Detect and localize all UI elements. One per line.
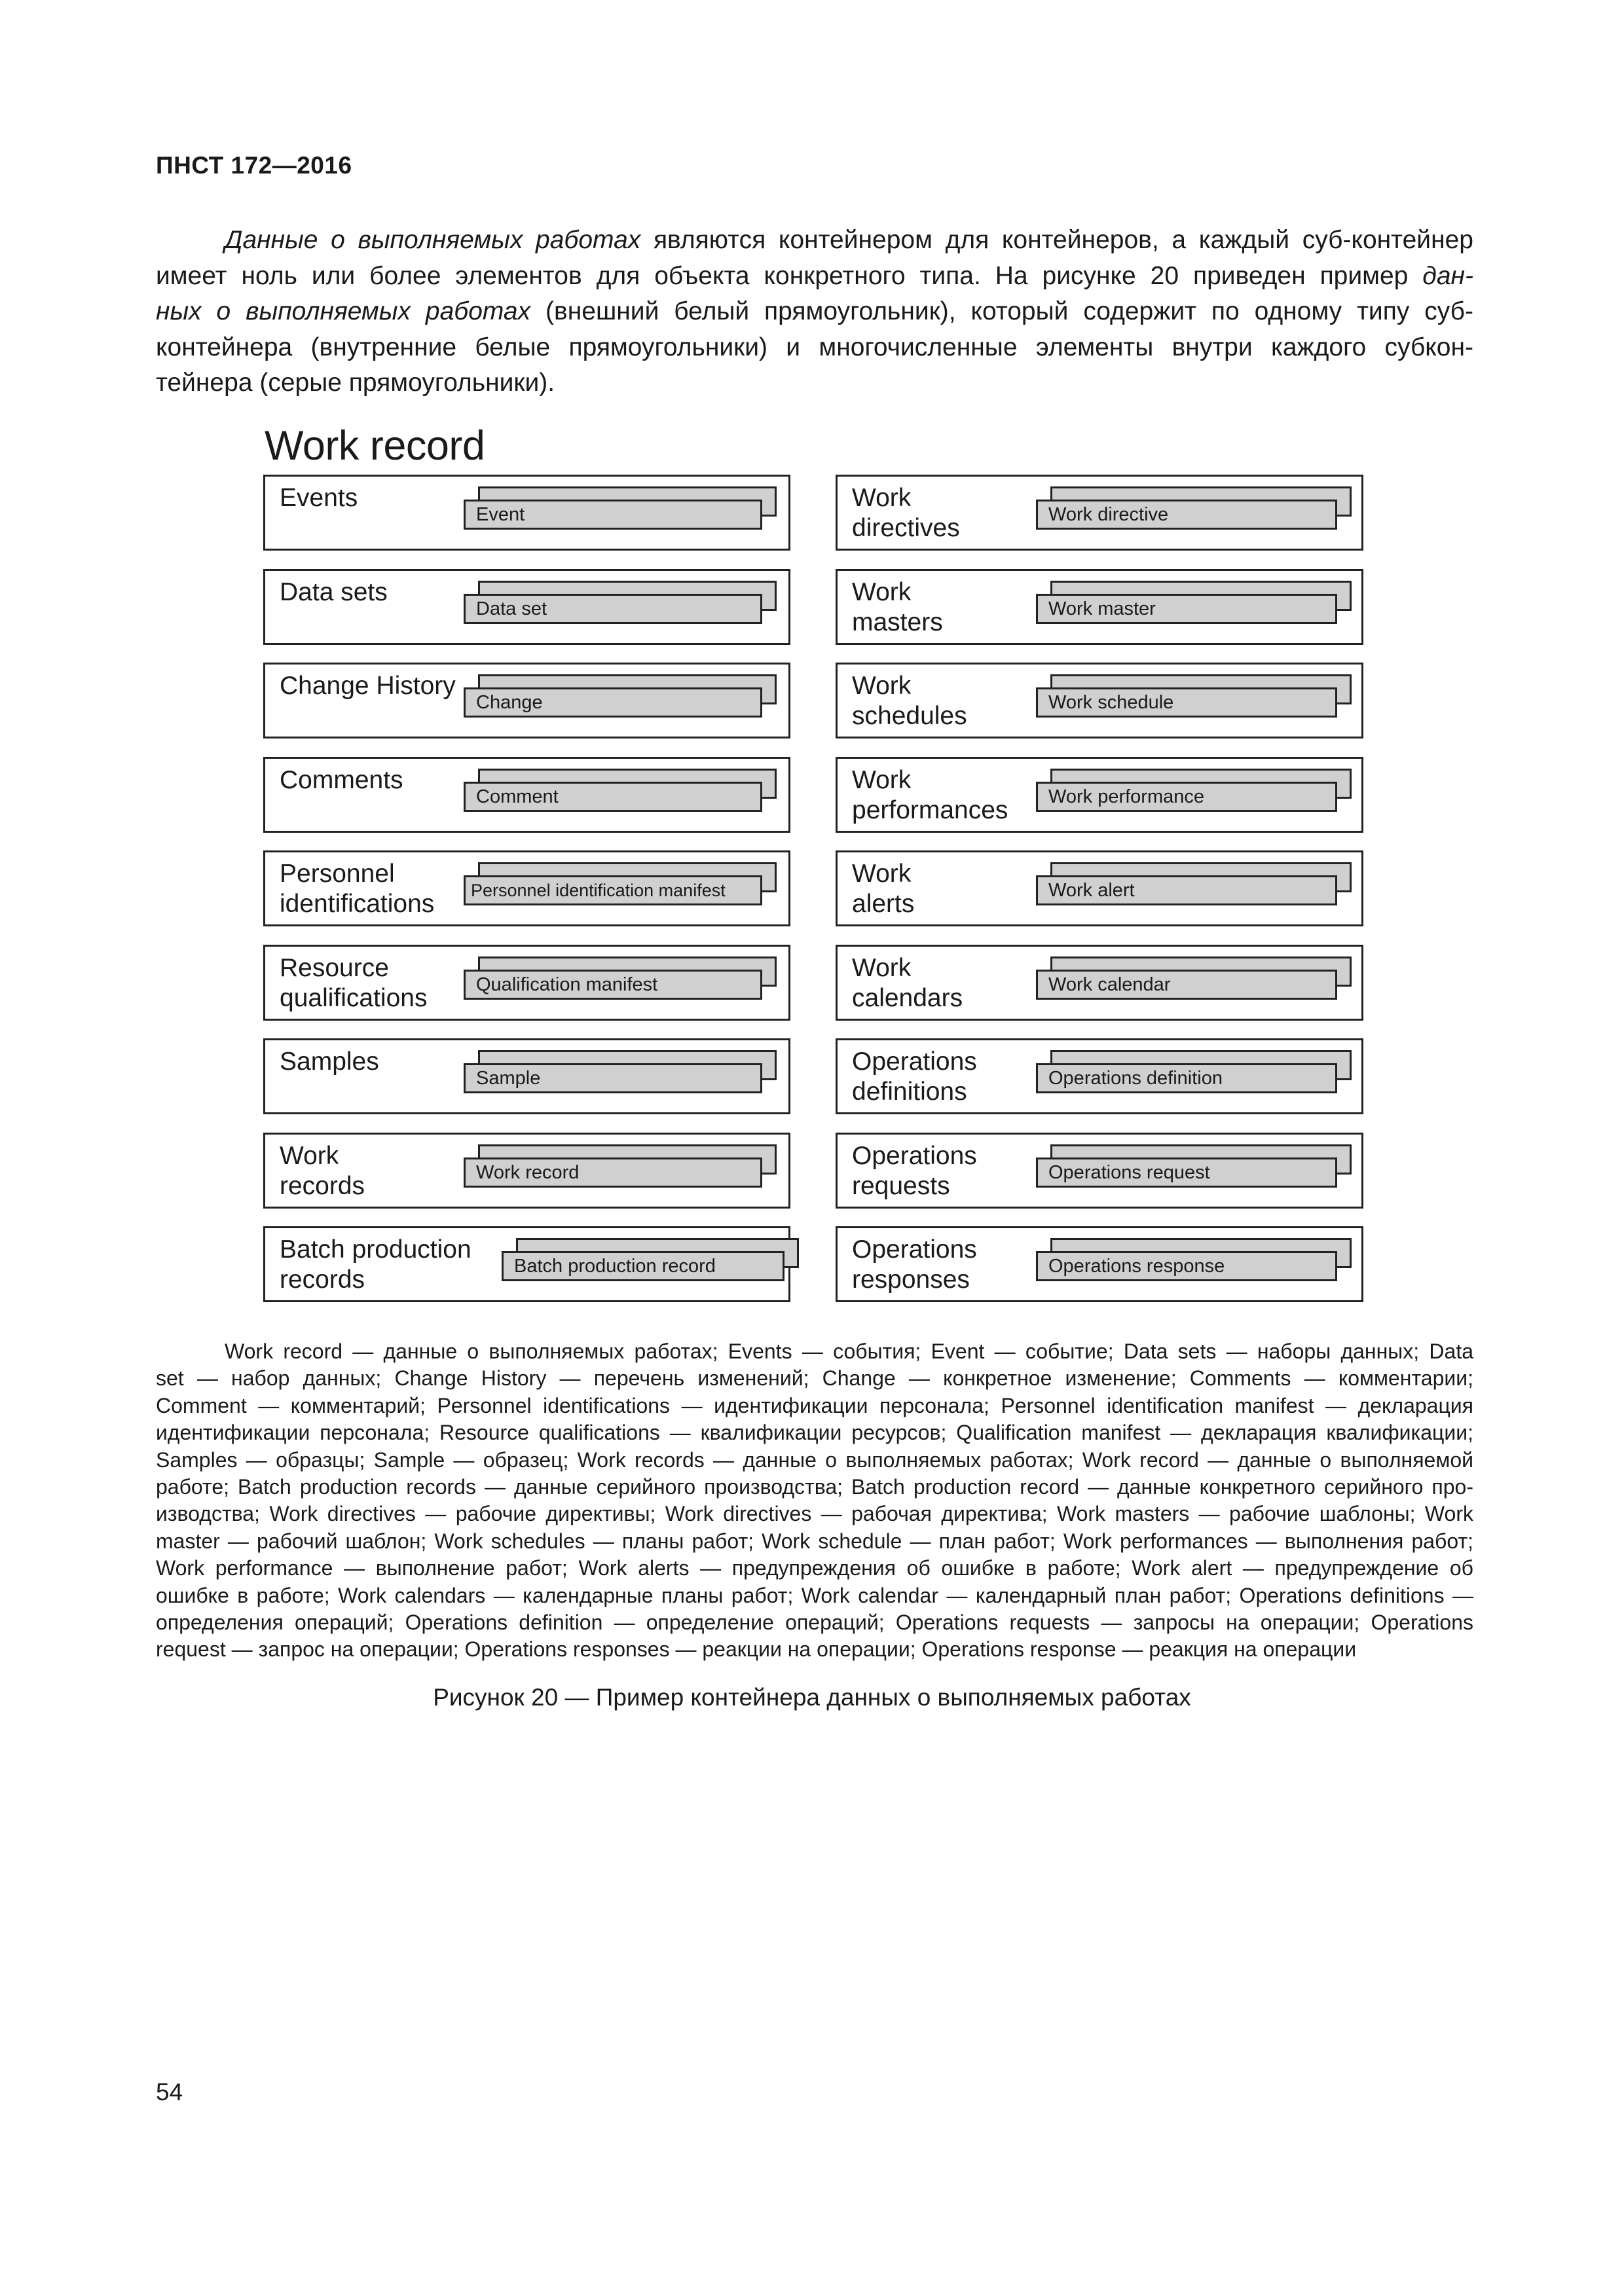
subcontainer-label: Change History: [280, 672, 456, 700]
element-box: Comment: [464, 782, 762, 812]
element-box: Work master: [1036, 594, 1337, 624]
legend-line: идентификации персонала; Resource qualifications — квалификации ресурсов; Qualification manifest — декларация квалификации;: [156, 1421, 1474, 1445]
legend-line: Work performance — выполнение работ; Work alerts — предупреждения об ошибке в работе; Work alert — предупреждение об: [156, 1556, 1473, 1580]
element-box: Operations definition: [1036, 1063, 1337, 1093]
subcontainer-label: Resource qualifications: [280, 954, 428, 1012]
subcontainer-label: Work alerts: [852, 860, 915, 918]
element-box: Work alert: [1036, 875, 1337, 905]
element-stack: [1036, 862, 1352, 908]
page-number: 54: [156, 2079, 183, 2105]
legend-line: изводства; Work directives — рабочие директивы; Work directives — рабочая директива; Work masters — рабочие шаблоны; Work: [156, 1502, 1473, 1526]
subcontainer-label: Samples: [280, 1048, 379, 1076]
subcontainer-label: Comments: [280, 766, 403, 794]
element-stack: [1036, 581, 1352, 627]
element-box: Data set: [464, 594, 762, 624]
element-stack: [1036, 769, 1352, 814]
intro-italic: дан-: [1422, 261, 1473, 290]
element-stack: [1036, 674, 1352, 720]
intro-line: [156, 365, 1473, 401]
intro-text: контейнера (внутренние белые прямоугольники) и многочисленные элементы внутри каждого субкон-: [156, 333, 1473, 361]
element-stack: [464, 486, 777, 532]
legend-line: определения операций; Operations definition — определение операций; Operations requests — запросы на операции; Operations: [156, 1611, 1473, 1635]
legend-line: работе; Batch production records — данные серийного производства; Batch production record — данные конкретного серийного про-: [156, 1475, 1473, 1499]
legend-line: ошибке в работе; Work calendars — календарные планы работ; Work calendar — календарный план работ; Operations definitions —: [156, 1583, 1474, 1607]
element-box: Work schedule: [1036, 687, 1337, 718]
element-box: Change: [464, 687, 762, 718]
intro-italic: Данные о выполняемых работах: [225, 226, 641, 254]
element-stack: [464, 769, 777, 814]
element-stack: [464, 957, 777, 1002]
subcontainer-label: Work calendars: [852, 954, 963, 1012]
element-stack: [1036, 1050, 1352, 1096]
element-stack: [1036, 957, 1352, 1002]
subcontainer-label: Work performances: [852, 766, 1008, 824]
legend-line: Comment — комментарий; Personnel identifications — идентификации персонала; Personnel identification manifest — декларация: [156, 1393, 1473, 1417]
element-stack: [464, 1144, 777, 1190]
element-box: Work calendar: [1036, 970, 1337, 1000]
element-box: Sample: [464, 1063, 762, 1093]
intro-line: [156, 259, 1473, 295]
subcontainer-label: Data sets: [280, 578, 388, 606]
element-stack: [464, 1050, 777, 1096]
element-box: Operations response: [1036, 1251, 1337, 1281]
legend-line: master — рабочий шаблон; Work schedules — планы работ; Work schedule — план работ; Work performances — выполнения работ;: [156, 1529, 1473, 1553]
element-stack: [1036, 1144, 1352, 1190]
element-stack: [464, 674, 777, 720]
element-box: Event: [464, 500, 762, 530]
intro-line: [156, 223, 1473, 259]
diagram-title: Work record: [265, 423, 485, 469]
intro-text: тейнера (серые прямоугольники).: [156, 369, 555, 397]
intro-text: имеет ноль или более элементов для объекта конкретного типа. На рисунке 20 приведен пример: [156, 261, 1423, 290]
element-stack: [1036, 1238, 1352, 1284]
subcontainer-label: Work schedules: [852, 672, 967, 730]
element-stack: [464, 581, 777, 627]
subcontainer-label: Work records: [280, 1142, 365, 1200]
element-box: Operations request: [1036, 1157, 1337, 1188]
subcontainer-label: Personnel identifications: [280, 860, 435, 918]
legend-line: Work record — данные о выполняемых работах; Events — события; Event — событие; Data sets — наборы данных; Data: [225, 1339, 1473, 1363]
subcontainer-label: Work directives: [852, 484, 960, 542]
subcontainer-label: Operations requests: [852, 1142, 977, 1200]
element-box: Batch production record: [502, 1251, 784, 1281]
legend-line: Samples — образцы; Sample — образец; Work records — данные о выполняемых работах; Work record — данные о выполняемой: [156, 1448, 1473, 1472]
element-stack: [464, 862, 777, 908]
intro-line: [156, 330, 1473, 366]
element-box: Qualification manifest: [464, 970, 762, 1000]
element-box: Personnel identification manifest: [464, 875, 762, 905]
intro-italic: ных о выполняемых работах: [156, 297, 531, 325]
element-box: Work performance: [1036, 782, 1337, 812]
standard-code: ПНСТ 172—2016: [156, 152, 352, 179]
figure-legend: [156, 1338, 1473, 1664]
intro-text: (внешний белый прямоугольник), который содержит по одному типу суб-: [530, 297, 1473, 325]
subcontainer-label: Batch production records: [280, 1235, 471, 1294]
element-box: Work directive: [1036, 500, 1337, 530]
intro-line: [156, 294, 1473, 330]
subcontainer-label: Operations definitions: [852, 1048, 977, 1106]
figure-caption: Рисунок 20 — Пример контейнера данных о выполняемых работах: [433, 1684, 1191, 1711]
subcontainer-label: Work masters: [852, 578, 943, 636]
element-box: Work record: [464, 1157, 762, 1188]
element-stack: [502, 1238, 799, 1284]
element-stack: [1036, 486, 1352, 532]
legend-line: request — запрос на операции; Operations responses — реакции на операции; Operations response — реакция на операции: [156, 1637, 1357, 1662]
intro-paragraph: [156, 223, 1473, 401]
subcontainer-label: Events: [280, 484, 358, 512]
intro-text: являются контейнером для контейнеров, а каждый суб-контейнер: [640, 226, 1473, 254]
subcontainer-label: Operations responses: [852, 1235, 977, 1294]
legend-line: set — набор данных; Change History — перечень изменений; Change — конкретное изменение; Comments — комментарии;: [156, 1366, 1473, 1391]
